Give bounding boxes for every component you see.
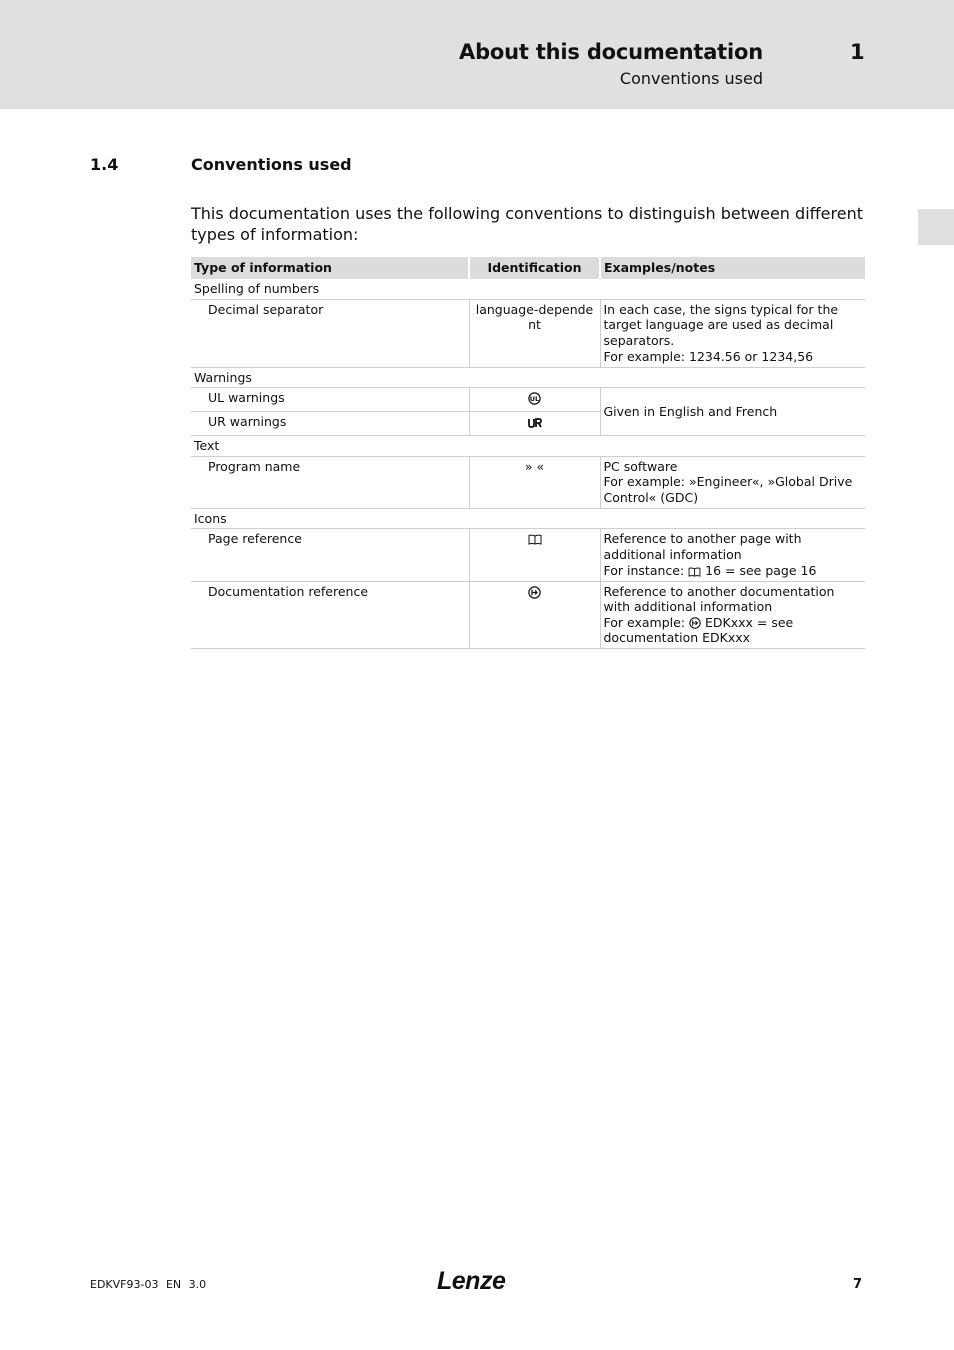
table-group-row: [191, 367, 865, 388]
row-identification-ur-warnings: [469, 412, 600, 436]
table-row: [191, 388, 865, 412]
ul-listed-icon: [528, 392, 541, 405]
note-line: For example: 1234.56 or 1234,56: [603, 349, 814, 364]
table-group-row: [191, 279, 865, 299]
row-identification-program-name: » «: [469, 456, 600, 508]
table-row: [191, 529, 865, 582]
note-line: PC software: [603, 458, 678, 474]
doc-reference-icon: [528, 586, 541, 599]
section-number: 1.4: [90, 155, 119, 174]
logo-text: Lenze: [437, 1267, 506, 1295]
note-text: EDKxxx = see documentation EDKxxx: [603, 614, 794, 645]
row-identification-documentation-reference: [469, 581, 600, 648]
table-row: [191, 581, 865, 648]
table-row: [191, 456, 865, 508]
note-line: [604, 615, 863, 646]
row-notes-decimal-separator: [600, 299, 865, 367]
chapter-number: 1: [850, 40, 865, 64]
table-header-row: [191, 257, 865, 279]
row-notes-page-reference: [600, 529, 865, 582]
note-line: [604, 563, 863, 579]
column-header-type: Type of information: [191, 257, 469, 279]
group-label-warnings: Warnings: [191, 367, 865, 388]
footer-language: EN: [165, 1278, 182, 1291]
book-icon: [688, 567, 701, 577]
column-header-notes: Examples/notes: [600, 257, 865, 279]
book-icon: [528, 534, 542, 545]
note-line: For example: »Engineer«, »Global Drive Control« (GDC): [603, 474, 853, 505]
footer-doc-info: [90, 1278, 206, 1291]
row-notes-warnings: Given in English and French: [600, 388, 865, 436]
svg-text:UL: UL: [529, 395, 540, 403]
table-row: [191, 299, 865, 367]
footer-doc-id: EDKVF93-03: [90, 1278, 159, 1291]
row-type-program-name: Program name: [191, 456, 469, 508]
doc-reference-icon: [689, 617, 701, 629]
identification-text: language-dependent: [475, 301, 594, 332]
row-type-page-reference: Page reference: [191, 529, 469, 582]
row-type-documentation-reference: Documentation reference: [191, 581, 469, 648]
row-identification-decimal-separator: [469, 299, 600, 367]
section-title: Conventions used: [191, 155, 352, 174]
column-header-identification: Identification: [469, 257, 600, 279]
group-label-icons: Icons: [191, 508, 865, 529]
table-group-row: [191, 436, 865, 457]
page-number: 7: [853, 1277, 863, 1292]
row-type-decimal-separator: Decimal separator: [191, 299, 469, 367]
note-line: Reference to another documentation with additional information: [603, 583, 835, 614]
note-line: Reference to another page with additional information: [603, 531, 802, 562]
note-line: In each case, the signs typical for the target language are used as decimal separators.: [603, 301, 839, 348]
row-type-ul-warnings: UL warnings: [191, 388, 469, 412]
table-group-row: [191, 508, 865, 529]
note-text: 16 = see page 16: [705, 563, 817, 578]
intro-paragraph: This documentation uses the following conventions to distinguish between different types of information:: [191, 204, 863, 244]
group-label-text: Text: [191, 436, 865, 457]
page-header-subtitle: Conventions used: [619, 69, 763, 88]
row-type-ur-warnings: UR warnings: [191, 412, 469, 436]
footer-version: 3.0: [188, 1278, 207, 1291]
row-notes-program-name: [600, 456, 865, 508]
conventions-table: [191, 257, 865, 649]
lenze-logo: [437, 1265, 517, 1295]
row-identification-page-reference: [469, 529, 600, 582]
ur-recognized-icon: [528, 417, 542, 429]
note-prefix: For example:: [603, 614, 686, 630]
row-notes-documentation-reference: [600, 581, 865, 648]
chapter-tab-marker: [918, 209, 954, 245]
row-identification-ul-warnings: [469, 388, 600, 412]
page-header-title: About this documentation: [459, 40, 763, 64]
group-label-numbers: Spelling of numbers: [191, 279, 865, 299]
note-prefix: For instance:: [603, 563, 685, 578]
